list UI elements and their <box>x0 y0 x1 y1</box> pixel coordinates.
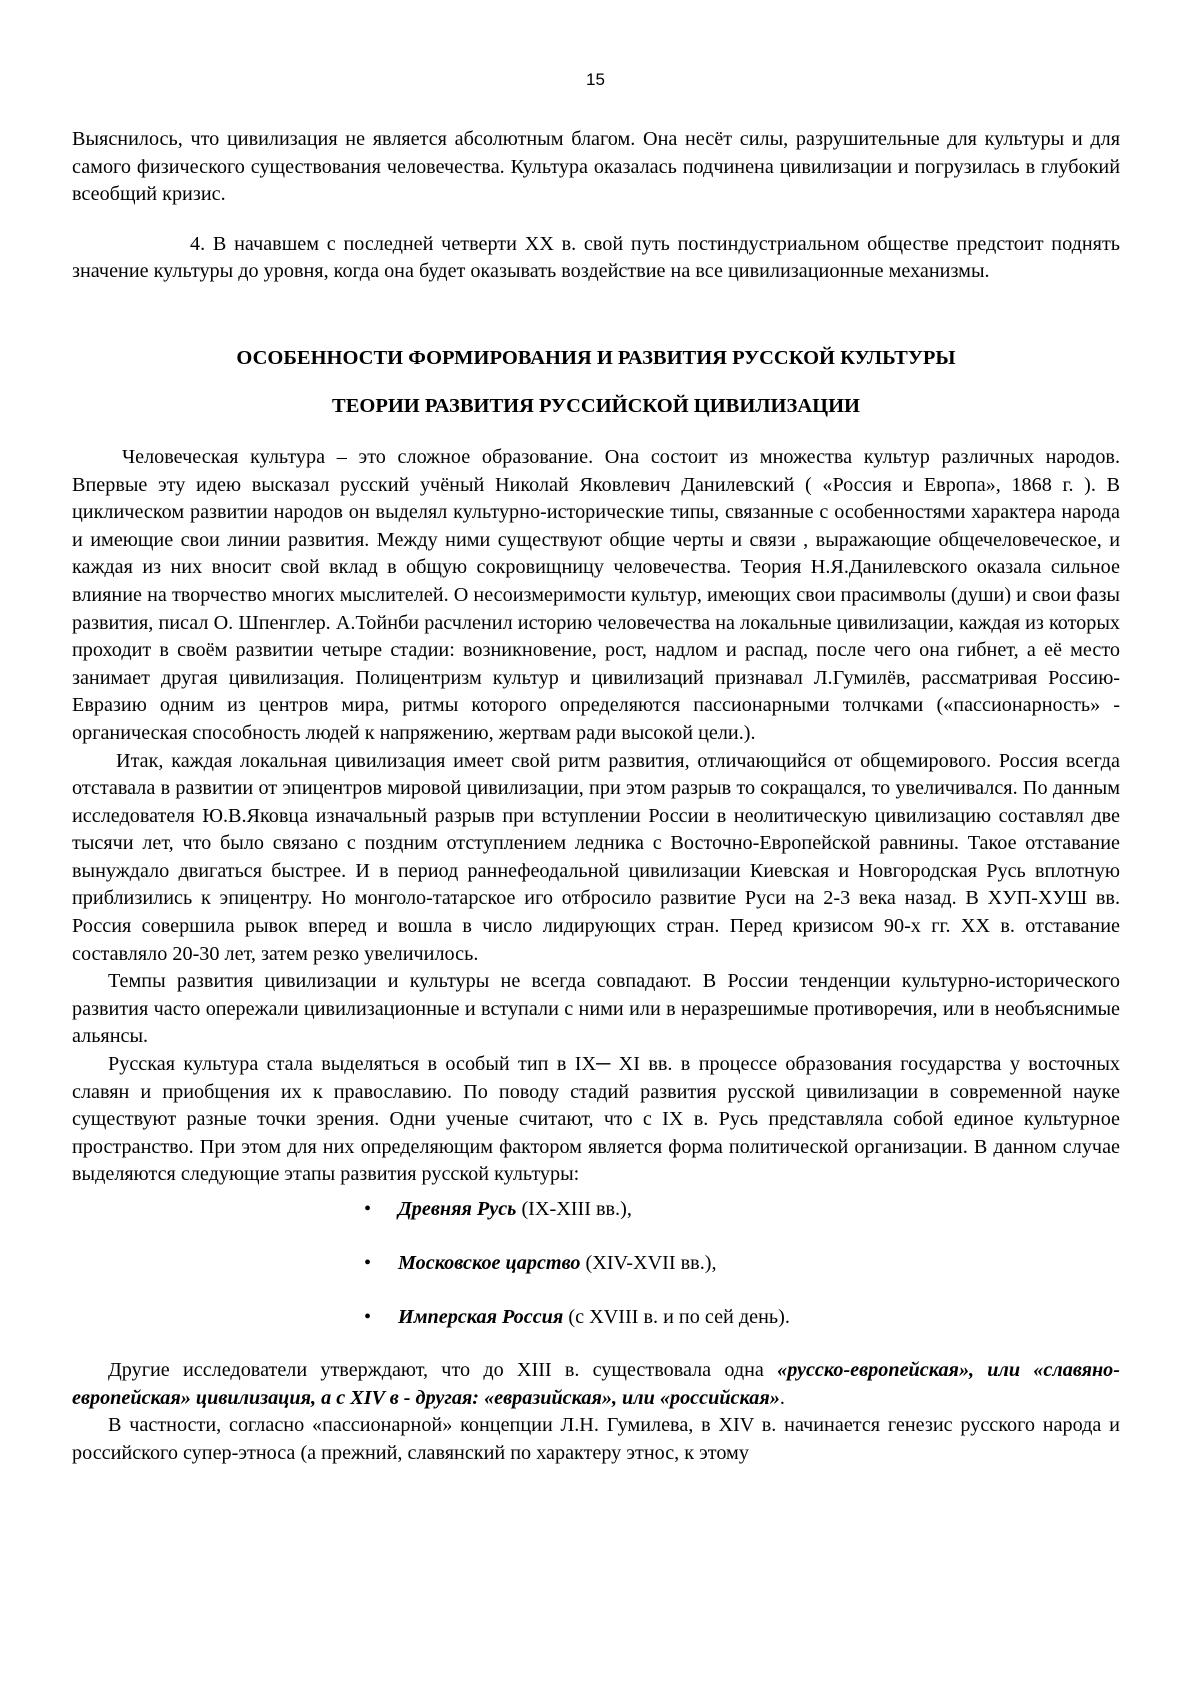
period-name: Имперская Россия <box>398 1306 564 1328</box>
period-name: Московское царство <box>398 1252 581 1274</box>
paragraph-tail: . <box>779 1386 785 1409</box>
period-name: Древняя Русь <box>398 1198 517 1220</box>
paragraph-gumilev: В частности, согласно «пассионарной» концепции Л.Н. Гумилева, в XIV в. начинается генезис русского народа и российского супер-этноса (а прежний, славянский по характеру этнос, к этому <box>72 1414 1120 1464</box>
paragraph-emphasis: «русско-европейская», или «славяно-европейская» цивилизация, а с XIV в - другая: «евразийская», или «российская» <box>72 1359 1120 1409</box>
paragraph-local-civilization: Итак, каждая локальная цивилизация имеет свой ритм развития, отличающийся от общемирового. Россия всегда отставала в развитии от эпицентров мировой цивилизации, при этом разрыв то сокращался, то увеличивался. По данным исследователя Ю.В.Яковца изначальный разрыв при вступлении России в неолитическую цивилизацию составлял две тысячи лет, что было связано с поздним отступлением ледника с Восточно-Европейской равнины. Такое отставание вынуждало двигаться быстрее. И в период раннефеодальной цивилизации Киевская и Новгородская Русь вплотную приблизились к эпицентру. Но монголо-татарское иго отбросило развитие Руси на 2-3 века назад. В ХУП-ХУШ вв. Россия совершила рывок вперед и вошла в число лидирующих стран. Перед кризисом 90-х гг. XX в. отставание составляло 20-30 лет, затем резко увеличилось. <box>72 749 1120 965</box>
paragraph-other-researchers <box>72 1357 1120 1412</box>
paragraph-human-culture: Человеческая культура – это сложное образование. Она состоит из множества культур различных народов. Впервые эту идею высказал русский учёный Николай Яковлевич Данилевский ( «Россия и Европа», 1868 г. ). В циклическом развитии народов он выделял культурно-исторические типы, связанные с особенностями характера народа и имеющие свои линии развития. Между ними существуют общие черты и связи , выражающие общечеловеческое, и каждая из них вносит свой вклад в общую сокровищницу человечества. Теория Н.Я.Данилевского оказала сильное влияние на творчество многих мыслителей. О несоизмеримости культур, имеющих свои прасимволы (души) и свои фазы развития, писал О. Шпенглер. А.Тойнби расчленил историю человечества на локальные цивилизации, каждая из которых проходит в своём развитии четыре стадии: возникновение, рост, надлом и распад, после чего она гибнет, а её место занимает другая цивилизация. Полицентризм культур и цивилизаций признавал Л.Гумилёв, рассматривая Россию-Евразию одним из центров мира, ритмы которого определяются пассионарными толчками («пассионарность» - органическая способность людей к напряжению, жертвам ради высокой цели.). <box>72 445 1120 744</box>
bullet-icon: • <box>364 1198 372 1220</box>
list-item <box>364 1195 1120 1223</box>
paragraph-postindustrial: 4. В начавшем с последней четверти XX в. свой путь постиндустриальном обществе предстоит поднять значение культуры до уровня, когда она будет оказывать воздействие на все цивилизационные механизмы. <box>72 232 1120 283</box>
paragraph-russian-culture: Русская культура стала выделяться в особый тип в IX─ XI вв. в процессе образования государства у восточных славян и приобщения их к православию. По поводу стадий развития русской цивилизации в современной науке существуют разные точки зрения. Одни ученые считают, что с IX в. Русь представляла собой единое культурное пространство. При этом для них определяющим фактором является форма политической организации. В данном случае выделяются следующие этапы развития русской культуры: <box>72 1053 1120 1186</box>
period-range: (IX-XIII вв.), <box>516 1198 632 1220</box>
section-subheading: ТЕОРИИ РАЗВИТИЯ РУССИЙСКОЙ ЦИВИЛИЗАЦИИ <box>332 394 860 417</box>
page-number: 15 <box>586 70 605 89</box>
list-item <box>364 1249 1120 1277</box>
section-heading: ОСОБЕННОСТИ ФОРМИРОВАНИЯ И РАЗВИТИЯ РУССКОЙ КУЛЬТУРЫ <box>236 346 956 369</box>
document-body <box>72 126 1120 1467</box>
period-range: (с XVIII в. и по сей день). <box>563 1306 790 1328</box>
bullet-icon: • <box>364 1252 372 1274</box>
periods-list <box>72 1195 1120 1331</box>
list-item <box>364 1303 1120 1331</box>
paragraph-lead: Другие исследователи утверждают, что до XIII в. существовала одна <box>108 1359 778 1381</box>
period-range: (XIV-XVII вв.), <box>580 1252 717 1274</box>
bullet-icon: • <box>364 1306 372 1328</box>
paragraph-civilization-not-good: Выяснилось, что цивилизация не является абсолютным благом. Она несёт силы, разрушительные для культуры и для самого физического существования человечества. Культура оказалась подчинена цивилизации и погрузилась в глубокий всеобщий кризис. <box>72 128 1120 206</box>
paragraph-tempo: Темпы развития цивилизации и культуры не всегда совпадают. В России тенденции культурно-исторического развития часто опережали цивилизационные и вступали с ними или в неразрешимые противоречия, или в необъяснимые альянсы. <box>72 970 1120 1048</box>
